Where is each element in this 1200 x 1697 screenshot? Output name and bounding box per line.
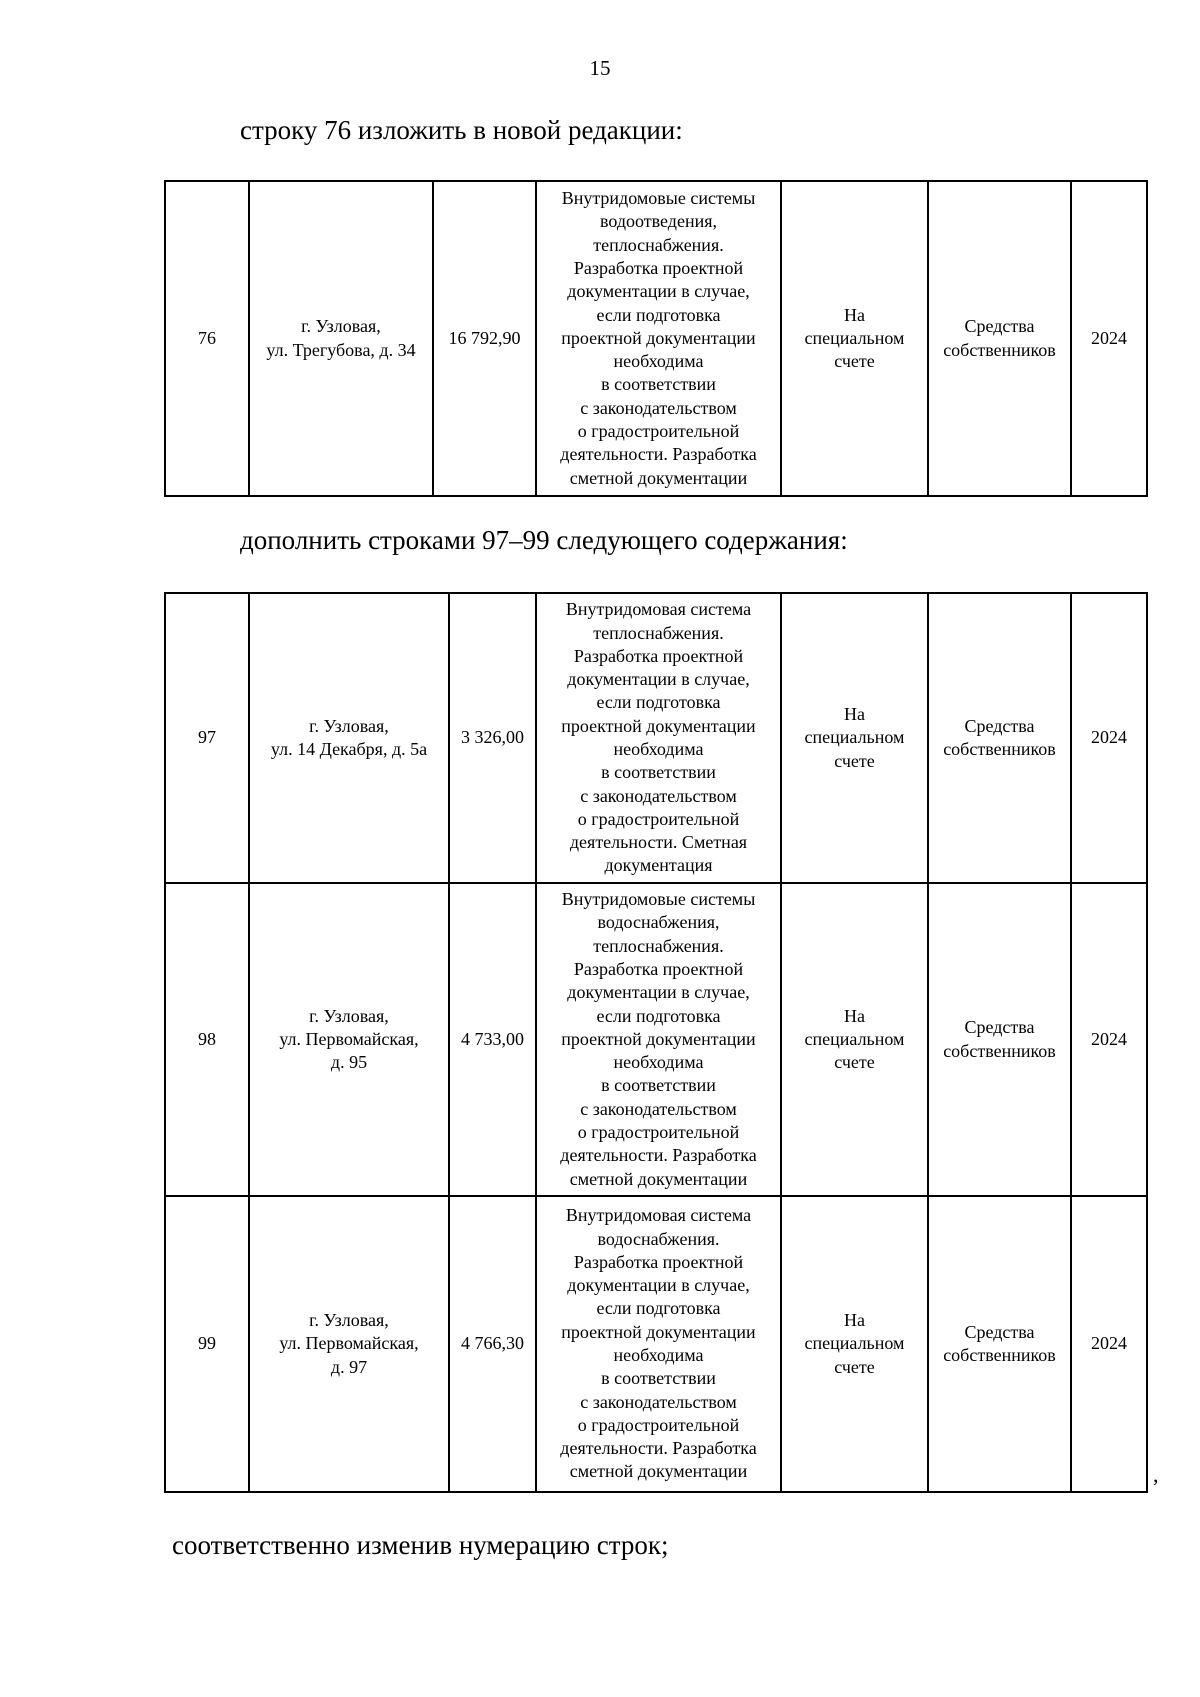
work-description-line: Разработка проектной [573,1251,744,1272]
funding-source-line: Средства [964,1017,1035,1038]
amount-cell: 4 766,30 [449,1196,536,1492]
account-type-line: счете [834,351,875,372]
account-type-cell [781,1196,928,1492]
work-description-line: Внутридомовые системы [561,889,756,910]
account-type-line: специальном [804,327,905,348]
address-line: г. Узловая, [309,1005,389,1026]
work-description-line: если подготовка [596,692,721,713]
account-type-line: специальном [804,727,905,748]
account-type-line: На [844,1310,865,1331]
work-description-line: проектной документации [561,1028,756,1049]
work-description-line: документации в случае, [567,281,750,302]
work-description-line: с законодательством [580,397,737,418]
work-description-line: документации в случае, [567,669,750,690]
work-description-line: водоотведения, [600,211,717,232]
account-type-line: счете [834,750,875,771]
table-row-76 [164,180,1148,497]
account-type-line: специальном [804,1028,905,1049]
table-row [165,883,1147,1196]
work-description-line: сметной документации [569,1461,748,1482]
work-description-line: с законодательством [580,785,737,806]
account-type-cell [781,593,928,883]
page-number: 15 [589,56,611,80]
work-description-line: водоснабжения, [597,912,720,933]
table-row [165,1196,1147,1492]
address-line: ул. Трегубова, д. 34 [266,339,416,360]
work-description-line: с законодательством [580,1391,737,1412]
address-line: г. Узловая, [309,1310,389,1331]
work-description-line: необходима [613,739,704,759]
work-description-line: о градостроительной [577,1122,740,1143]
work-description-line: о градостроительной [577,1414,740,1435]
funding-source-cell [928,1196,1071,1492]
funding-source-line: собственников [943,1345,1056,1365]
work-description-line: деятельности. Разработка [560,444,757,465]
work-description-line: если подготовка [596,1005,721,1026]
funding-source-line: собственников [943,739,1056,759]
work-description-line: сметной документации [569,467,748,488]
work-description-line: документации в случае, [567,982,750,1003]
address-line: ул. Первомайская, [279,1333,419,1354]
funding-source-line: собственников [943,1040,1056,1061]
work-description-line: если подготовка [596,304,721,325]
work-description-line: необходима [613,1345,704,1365]
work-description-line: теплоснабжения. [593,935,724,956]
amount-cell: 16 792,90 [433,181,536,496]
address-line: г. Узловая, [301,316,381,337]
work-description-line: проектной документации [561,1321,756,1342]
table-row [165,181,1147,496]
work-description-cell [536,883,781,1196]
row-number-cell: 76 [165,181,249,496]
row-number-cell: 97 [165,593,249,883]
work-description-line: Внутридомовая система [565,1205,752,1226]
work-description-line: проектной документации [561,327,756,348]
funding-source-cell [928,883,1071,1196]
work-description-cell [536,1196,781,1492]
work-description-line: в соответствии [601,374,716,395]
address-cell [249,593,449,883]
work-description-line: Внутридомовая система [565,599,752,620]
row-number-cell: 98 [165,883,249,1196]
work-description-line: Разработка проектной [573,645,744,666]
intro-rows-97-99: дополнить строками 97–99 следующего содержания: [240,525,848,555]
work-description-line: теплоснабжения. [593,622,724,643]
funding-source-line: Средства [964,316,1035,337]
work-description-line: деятельности. Разработка [560,1438,757,1459]
account-type-line: специальном [804,1333,905,1354]
work-description-cell [536,181,781,496]
work-description-line: необходима [613,351,704,372]
account-type-line: На [844,304,865,325]
work-description-line: о градостроительной [577,421,740,442]
address-cell [249,181,433,496]
closing-text: соответственно изменив нумерацию строк; [172,1530,669,1560]
work-description-line: Разработка проектной [573,958,744,979]
account-type-line: На [844,704,865,725]
account-type-line: На [844,1005,865,1026]
account-type-cell [781,883,928,1196]
account-type-line: счете [834,1356,875,1377]
funding-source-line: собственников [943,339,1056,360]
address-line: д. 97 [330,1356,368,1377]
work-description-line: документация [604,855,713,876]
work-description-line: проектной документации [561,715,756,736]
work-description-cell [536,593,781,883]
table-row [165,593,1147,883]
intro-row-76: строку 76 изложить в новой редакции: [240,115,683,145]
work-description-line: деятельности. Разработка [560,1145,757,1166]
year-cell: 2024 [1071,1196,1147,1492]
work-description-line: в соответствии [601,762,716,783]
amount-cell: 3 326,00 [449,593,536,883]
account-type-line: счете [834,1052,875,1073]
work-description-line: сметной документации [569,1168,748,1189]
address-line: д. 95 [330,1052,368,1073]
work-description-line: если подготовка [596,1298,721,1319]
work-description-line: с законодательством [580,1098,737,1119]
work-description-line: водоснабжения. [597,1228,720,1249]
year-cell: 2024 [1071,593,1147,883]
funding-source-cell [928,593,1071,883]
year-cell: 2024 [1071,883,1147,1196]
address-line: ул. Первомайская, [279,1028,419,1049]
address-cell [249,1196,449,1492]
work-description-line: в соответствии [601,1075,716,1096]
funding-source-cell [928,181,1071,496]
account-type-cell [781,181,928,496]
work-description-line: необходима [613,1052,704,1073]
funding-source-line: Средства [964,1321,1035,1342]
work-description-line: о градостроительной [577,808,740,829]
work-description-line: теплоснабжения. [593,234,724,255]
work-description-line: Разработка проектной [573,257,744,278]
address-line: г. Узловая, [309,715,389,736]
trailing-comma: , [1153,1462,1159,1487]
address-line: ул. 14 Декабря, д. 5а [270,739,428,759]
address-cell [249,883,449,1196]
year-cell: 2024 [1071,181,1147,496]
table-rows-97-99 [164,592,1148,1493]
row-number-cell: 99 [165,1196,249,1492]
work-description-line: деятельности. Сметная [569,832,748,853]
work-description-line: документации в случае, [567,1275,750,1296]
work-description-line: в соответствии [601,1368,716,1389]
amount-cell: 4 733,00 [449,883,536,1196]
funding-source-line: Средства [964,715,1035,736]
work-description-line: Внутридомовые системы [561,188,756,209]
